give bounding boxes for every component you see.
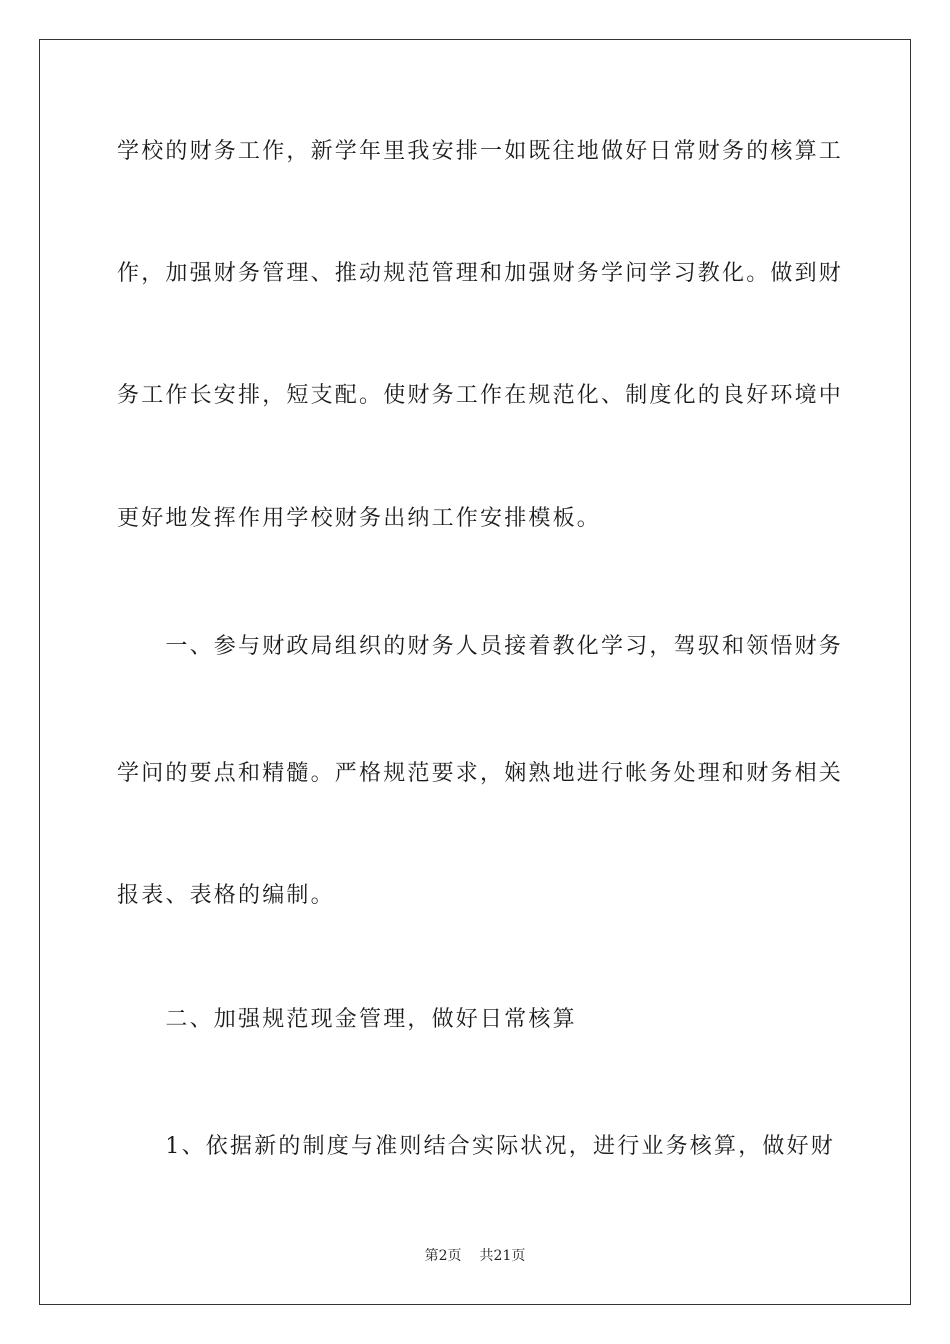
page-footer (0, 1246, 950, 1266)
body-text-line: 一、参与财政局组织的财务人员接着教化学习，驾驭和领悟财务 (117, 634, 844, 659)
page-total: 共21页 (479, 1248, 526, 1264)
page-frame (39, 39, 911, 1305)
body-text-line: 1、依据新的制度与准则结合实际状况，进行业务核算，做好财 (117, 1134, 835, 1159)
body-text-line: 务工作长安排，短支配。使财务工作在规范化、制度化的良好环境中 (117, 383, 844, 408)
body-text-line: 更好地发挥作用学校财务出纳工作安排模板。 (117, 506, 602, 531)
body-text-line: 学问的要点和精髓。严格规范要求，娴熟地进行帐务处理和财务相关 (117, 761, 844, 786)
body-text-line: 作，加强财务管理、推动规范管理和加强财务学问学习教化。做到财 (117, 261, 844, 286)
page-number: 第2页 (424, 1248, 462, 1264)
body-text-line: 报表、表格的编制。 (117, 883, 335, 908)
body-text-line: 学校的财务工作，新学年里我安排一如既往地做好日常财务的核算工 (117, 139, 844, 164)
section-heading-line: 二、加强规范现金管理，做好日常核算 (117, 1007, 577, 1032)
